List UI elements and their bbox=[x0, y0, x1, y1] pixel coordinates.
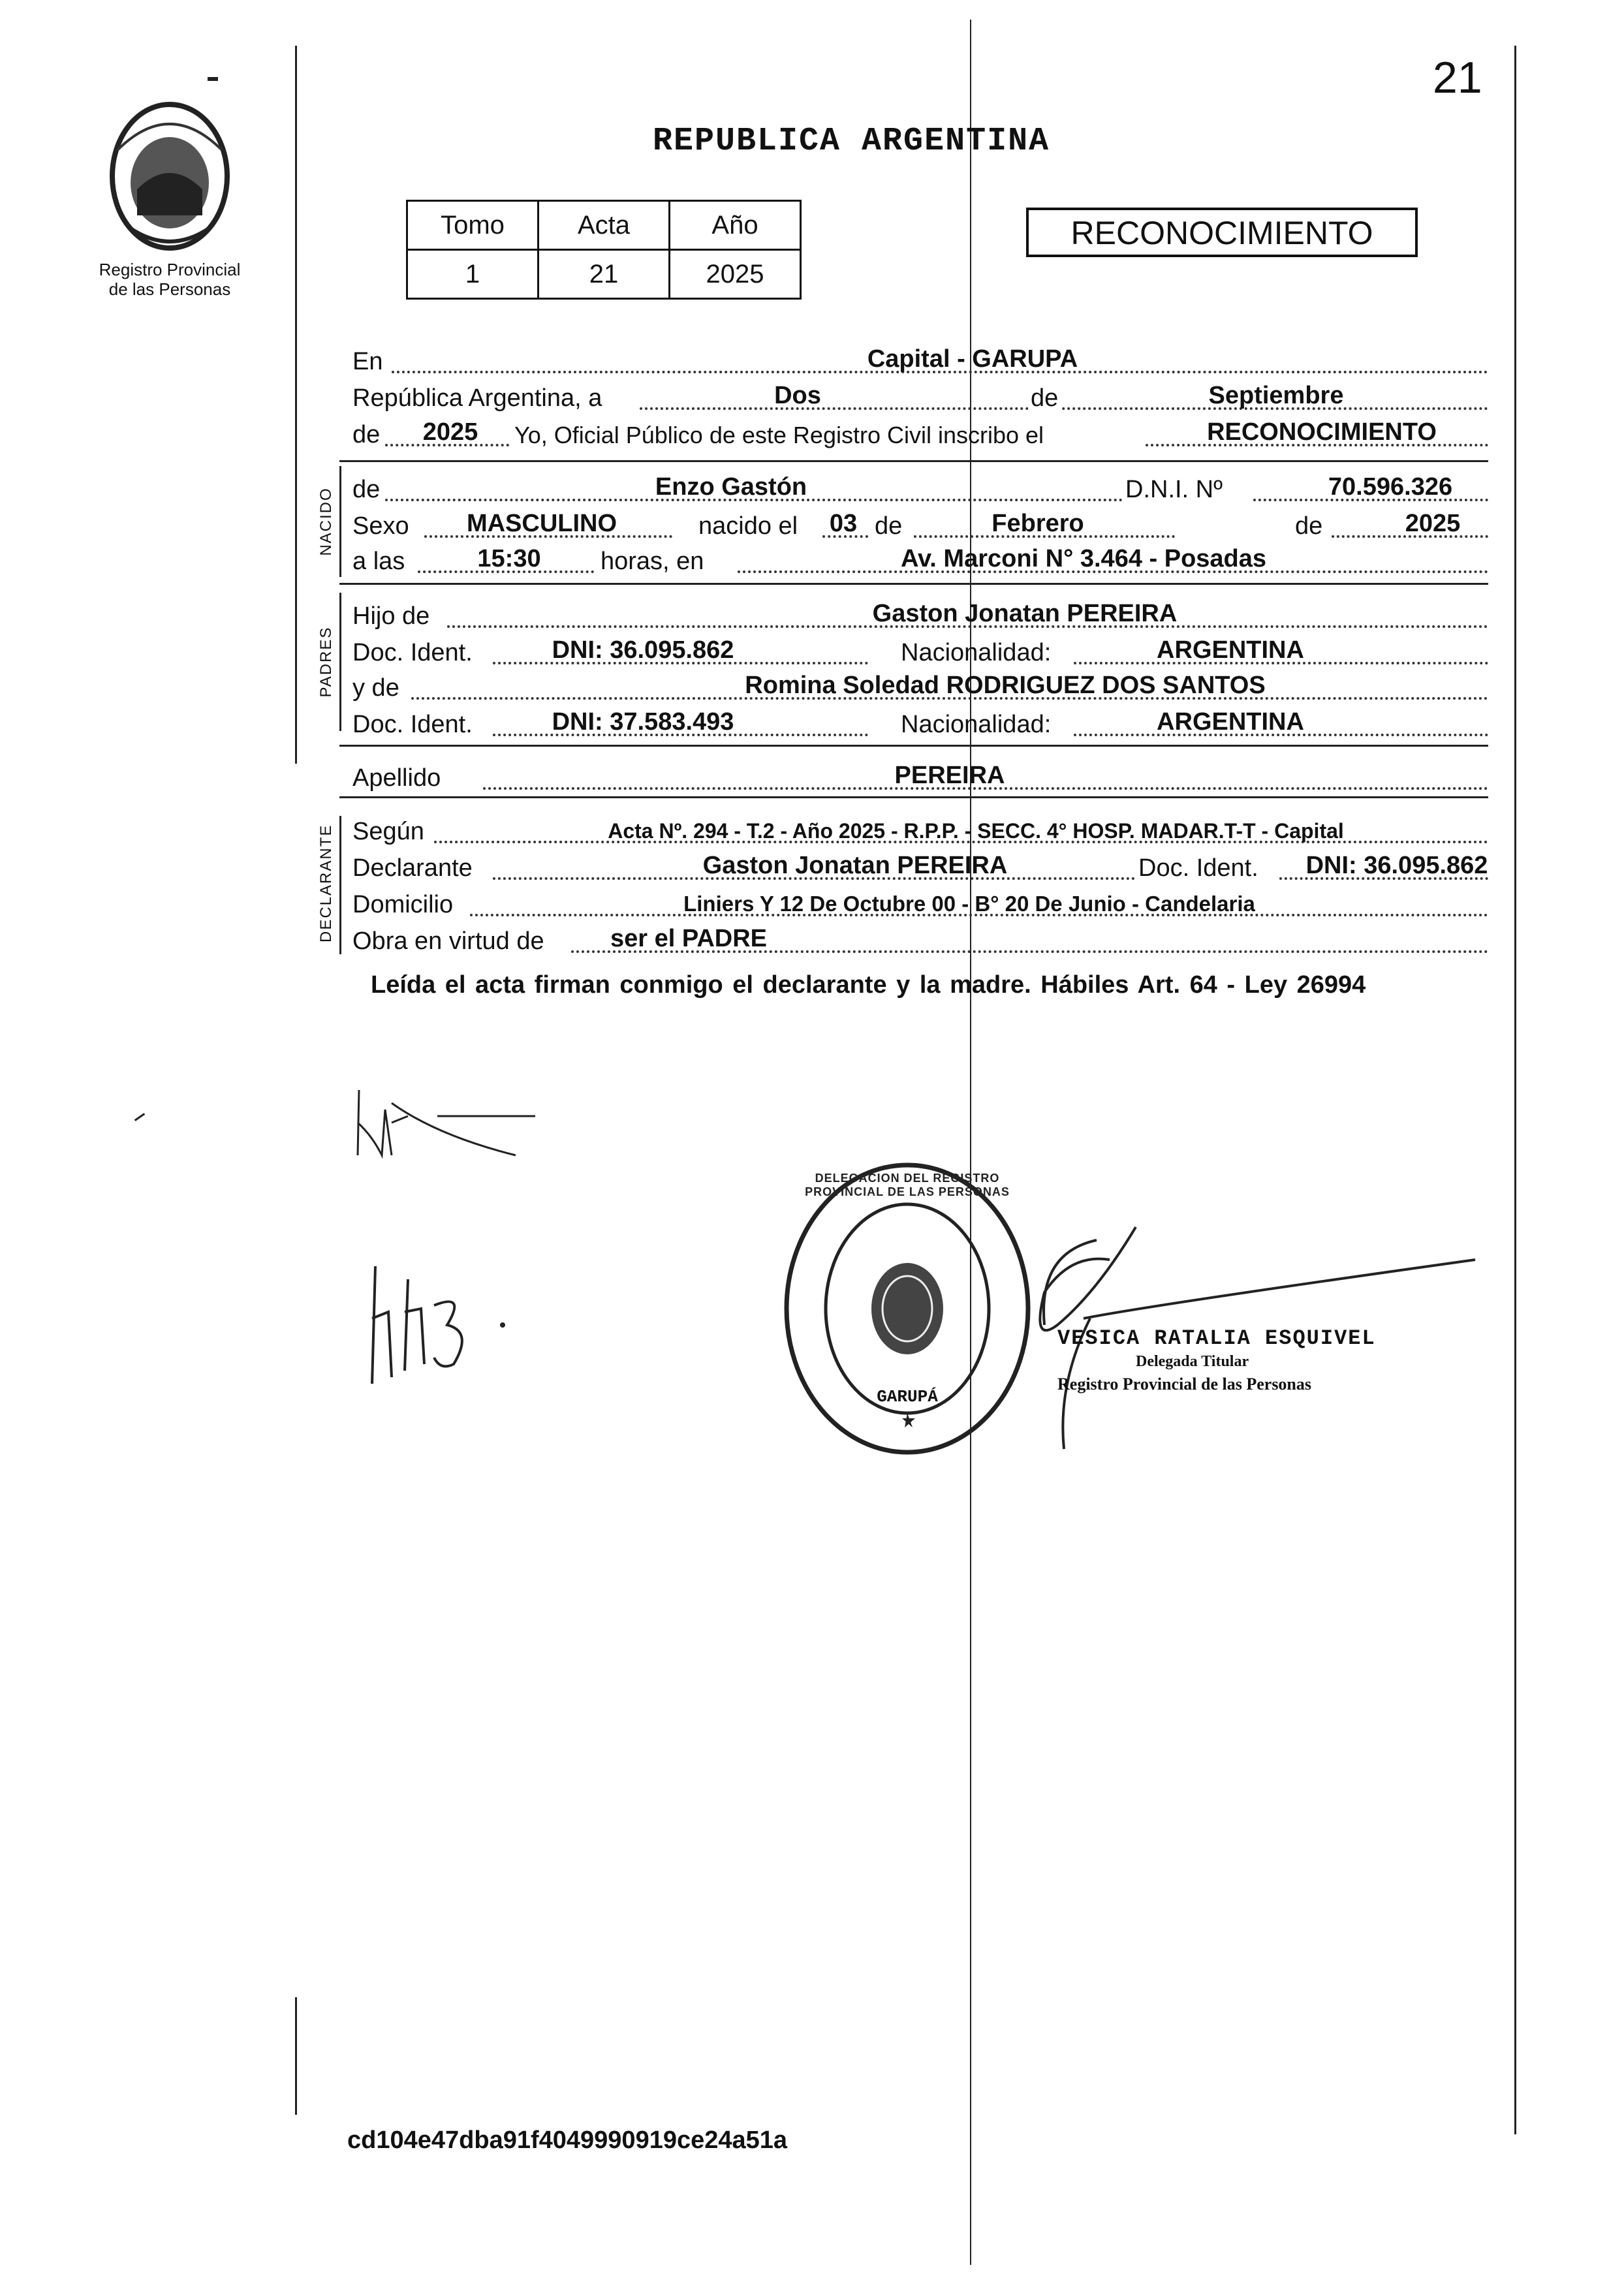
label-de: de bbox=[1028, 384, 1061, 413]
statement-text: Yo, Oficial Público de este Registro Civil inscribo el bbox=[514, 422, 1044, 448]
province-logo bbox=[91, 91, 248, 261]
label-sexo: Sexo bbox=[352, 512, 409, 540]
value-day: Dos bbox=[774, 382, 821, 409]
header-acta: Acta bbox=[539, 201, 670, 250]
value-place: Capital - GARUPA bbox=[867, 345, 1078, 373]
label-doc-ident-2: Doc. Ident. bbox=[352, 711, 473, 738]
value-time: 15:30 bbox=[477, 545, 541, 572]
separator-nacido bbox=[339, 583, 1488, 585]
stamp-seal-icon bbox=[780, 1159, 1035, 1459]
value-year: 2025 bbox=[422, 418, 478, 446]
row-apellido bbox=[352, 756, 1488, 796]
value-apellido: PEREIRA bbox=[894, 762, 1005, 789]
row-obra bbox=[352, 919, 1488, 959]
left-margin-line-lower bbox=[295, 1997, 297, 2115]
official-stamp bbox=[780, 1159, 1035, 1459]
closing-text: Leída el acta firman conmigo el declarante y la madre. Hábiles Art. 64 - Ley 26994 bbox=[371, 971, 1366, 999]
value-obra: ser el PADRE bbox=[610, 925, 768, 952]
row-hijo-de bbox=[352, 594, 1488, 634]
separator-apellido bbox=[339, 796, 1488, 798]
padres-bracket bbox=[339, 593, 341, 731]
value-birth-month: Febrero bbox=[992, 510, 1084, 537]
value-declarante-name: Gaston Jonatan PEREIRA bbox=[702, 852, 1008, 879]
left-margin-line bbox=[295, 46, 297, 764]
stamp-center-text: GARUPÁ bbox=[877, 1387, 938, 1407]
label-dni: D.N.I. Nº bbox=[1123, 476, 1225, 504]
row-father-doc bbox=[352, 631, 1488, 671]
top-mark bbox=[208, 77, 218, 81]
value-acta: 21 bbox=[539, 250, 670, 299]
label-y-de: y de bbox=[352, 674, 399, 702]
label-de-year: de bbox=[352, 421, 381, 448]
official-block bbox=[1057, 1326, 1449, 1394]
official-office: Registro Provincial de las Personas bbox=[1057, 1375, 1312, 1394]
value-mother: Romina Soledad RODRIGUEZ DOS SANTOS bbox=[745, 672, 1266, 699]
logo-caption-line1: Registro Provincial bbox=[99, 260, 241, 279]
row-hora bbox=[352, 539, 1488, 580]
label-de-2: de bbox=[875, 512, 903, 540]
value-birth-day: 03 bbox=[829, 510, 858, 537]
label-obra: Obra en virtud de bbox=[352, 927, 544, 955]
value-declarante-doc: DNI: 36.095.862 bbox=[1305, 852, 1488, 879]
signature-2-drawing bbox=[362, 1253, 558, 1397]
value-child-name: Enzo Gastón bbox=[655, 473, 807, 501]
row-y-de bbox=[352, 666, 1488, 706]
row-mother-doc bbox=[352, 702, 1488, 743]
value-anio: 2025 bbox=[670, 250, 801, 299]
row-segun bbox=[352, 809, 1488, 850]
page-number: 21 bbox=[1433, 53, 1482, 102]
signature-2 bbox=[362, 1253, 558, 1397]
register-table bbox=[406, 200, 802, 300]
value-sexo: MASCULINO bbox=[466, 510, 617, 537]
right-margin-line bbox=[1514, 46, 1516, 2134]
declarante-bracket bbox=[339, 816, 341, 954]
label-declarante: Declarante bbox=[352, 854, 473, 882]
document-hash: cd104e47dba91f4049990919ce24a51a bbox=[347, 2126, 788, 2154]
row-declarante bbox=[352, 846, 1488, 886]
value-birth-year: 2025 bbox=[1405, 510, 1461, 537]
value-mother-doc: DNI: 37.583.493 bbox=[552, 708, 734, 736]
logo-caption bbox=[72, 260, 268, 299]
row-nacido-name bbox=[352, 467, 1488, 508]
doc-type-box bbox=[1026, 208, 1418, 257]
value-domicilio: Liniers Y 12 De Octubre 00 - B° 20 De Junio - Candelaria bbox=[683, 892, 1255, 916]
label-nacionalidad: Nacionalidad: bbox=[901, 639, 1052, 666]
row-year bbox=[352, 413, 1488, 453]
padres-section-label: PADRES bbox=[317, 626, 335, 698]
label-de-3: de bbox=[1292, 512, 1325, 540]
value-father: Gaston Jonatan PEREIRA bbox=[872, 600, 1178, 627]
label-de-nacido: de bbox=[352, 476, 381, 503]
label-republica: República Argentina, a bbox=[352, 384, 602, 412]
value-tomo: 1 bbox=[407, 250, 539, 299]
label-apellido: Apellido bbox=[352, 764, 441, 792]
label-nacido-el: nacido el bbox=[698, 512, 798, 540]
official-name: VESICA RATALIA ESQUIVEL bbox=[1057, 1326, 1376, 1350]
value-mother-nat: ARGENTINA bbox=[1157, 708, 1304, 736]
label-doc-ident-3: Doc. Ident. bbox=[1136, 854, 1261, 882]
value-birth-place: Av. Marconi N° 3.464 - Posadas bbox=[900, 545, 1267, 572]
label-en: En bbox=[352, 348, 383, 375]
official-title: Delegada Titular bbox=[1136, 1353, 1249, 1370]
margin-mark bbox=[134, 1113, 145, 1121]
separator-intro bbox=[339, 460, 1488, 462]
header-tomo: Tomo bbox=[407, 201, 539, 250]
province-seal-icon bbox=[91, 91, 248, 261]
value-father-doc: DNI: 36.095.862 bbox=[552, 636, 734, 664]
separator-padres bbox=[339, 745, 1488, 747]
row-en bbox=[352, 339, 1488, 380]
stamp-ring-text: DELEGACION DEL REGISTRO PROVINCIAL DE LAS PERSONAS bbox=[805, 1172, 1010, 1198]
value-child-dni: 70.596.326 bbox=[1328, 473, 1453, 501]
label-nacionalidad-2: Nacionalidad: bbox=[901, 711, 1052, 738]
value-month: Septiembre bbox=[1208, 382, 1344, 409]
declarante-section-label: DECLARANTE bbox=[317, 824, 335, 942]
row-republica bbox=[352, 376, 1488, 416]
label-domicilio: Domicilio bbox=[352, 891, 454, 918]
row-domicilio bbox=[352, 882, 1488, 923]
value-act: RECONOCIMIENTO bbox=[1207, 418, 1437, 446]
signature-1-drawing bbox=[346, 1083, 542, 1175]
register-table-header bbox=[407, 201, 801, 250]
header-anio: Año bbox=[670, 201, 801, 250]
register-table-values bbox=[407, 250, 801, 299]
doc-type-label: RECONOCIMIENTO bbox=[1070, 215, 1373, 251]
nacido-bracket bbox=[339, 466, 341, 577]
label-doc-ident: Doc. Ident. bbox=[352, 639, 473, 666]
value-segun: Acta Nº. 294 - T.2 - Año 2025 - R.P.P. - SECC. 4° HOSP. MADAR.T-T - Capital bbox=[608, 819, 1344, 843]
document-title: REPUBLICA ARGENTINA bbox=[653, 123, 1050, 160]
signature-1 bbox=[346, 1083, 542, 1175]
label-horas: horas, en bbox=[601, 548, 704, 575]
row-sexo bbox=[352, 504, 1488, 544]
label-hijo-de: Hijo de bbox=[352, 602, 430, 630]
value-father-nat: ARGENTINA bbox=[1157, 636, 1304, 664]
nacido-section-label: NACIDO bbox=[317, 487, 335, 556]
label-segun: Según bbox=[352, 818, 424, 845]
label-a-las: a las bbox=[352, 548, 405, 575]
logo-caption-line2: de las Personas bbox=[108, 279, 231, 299]
